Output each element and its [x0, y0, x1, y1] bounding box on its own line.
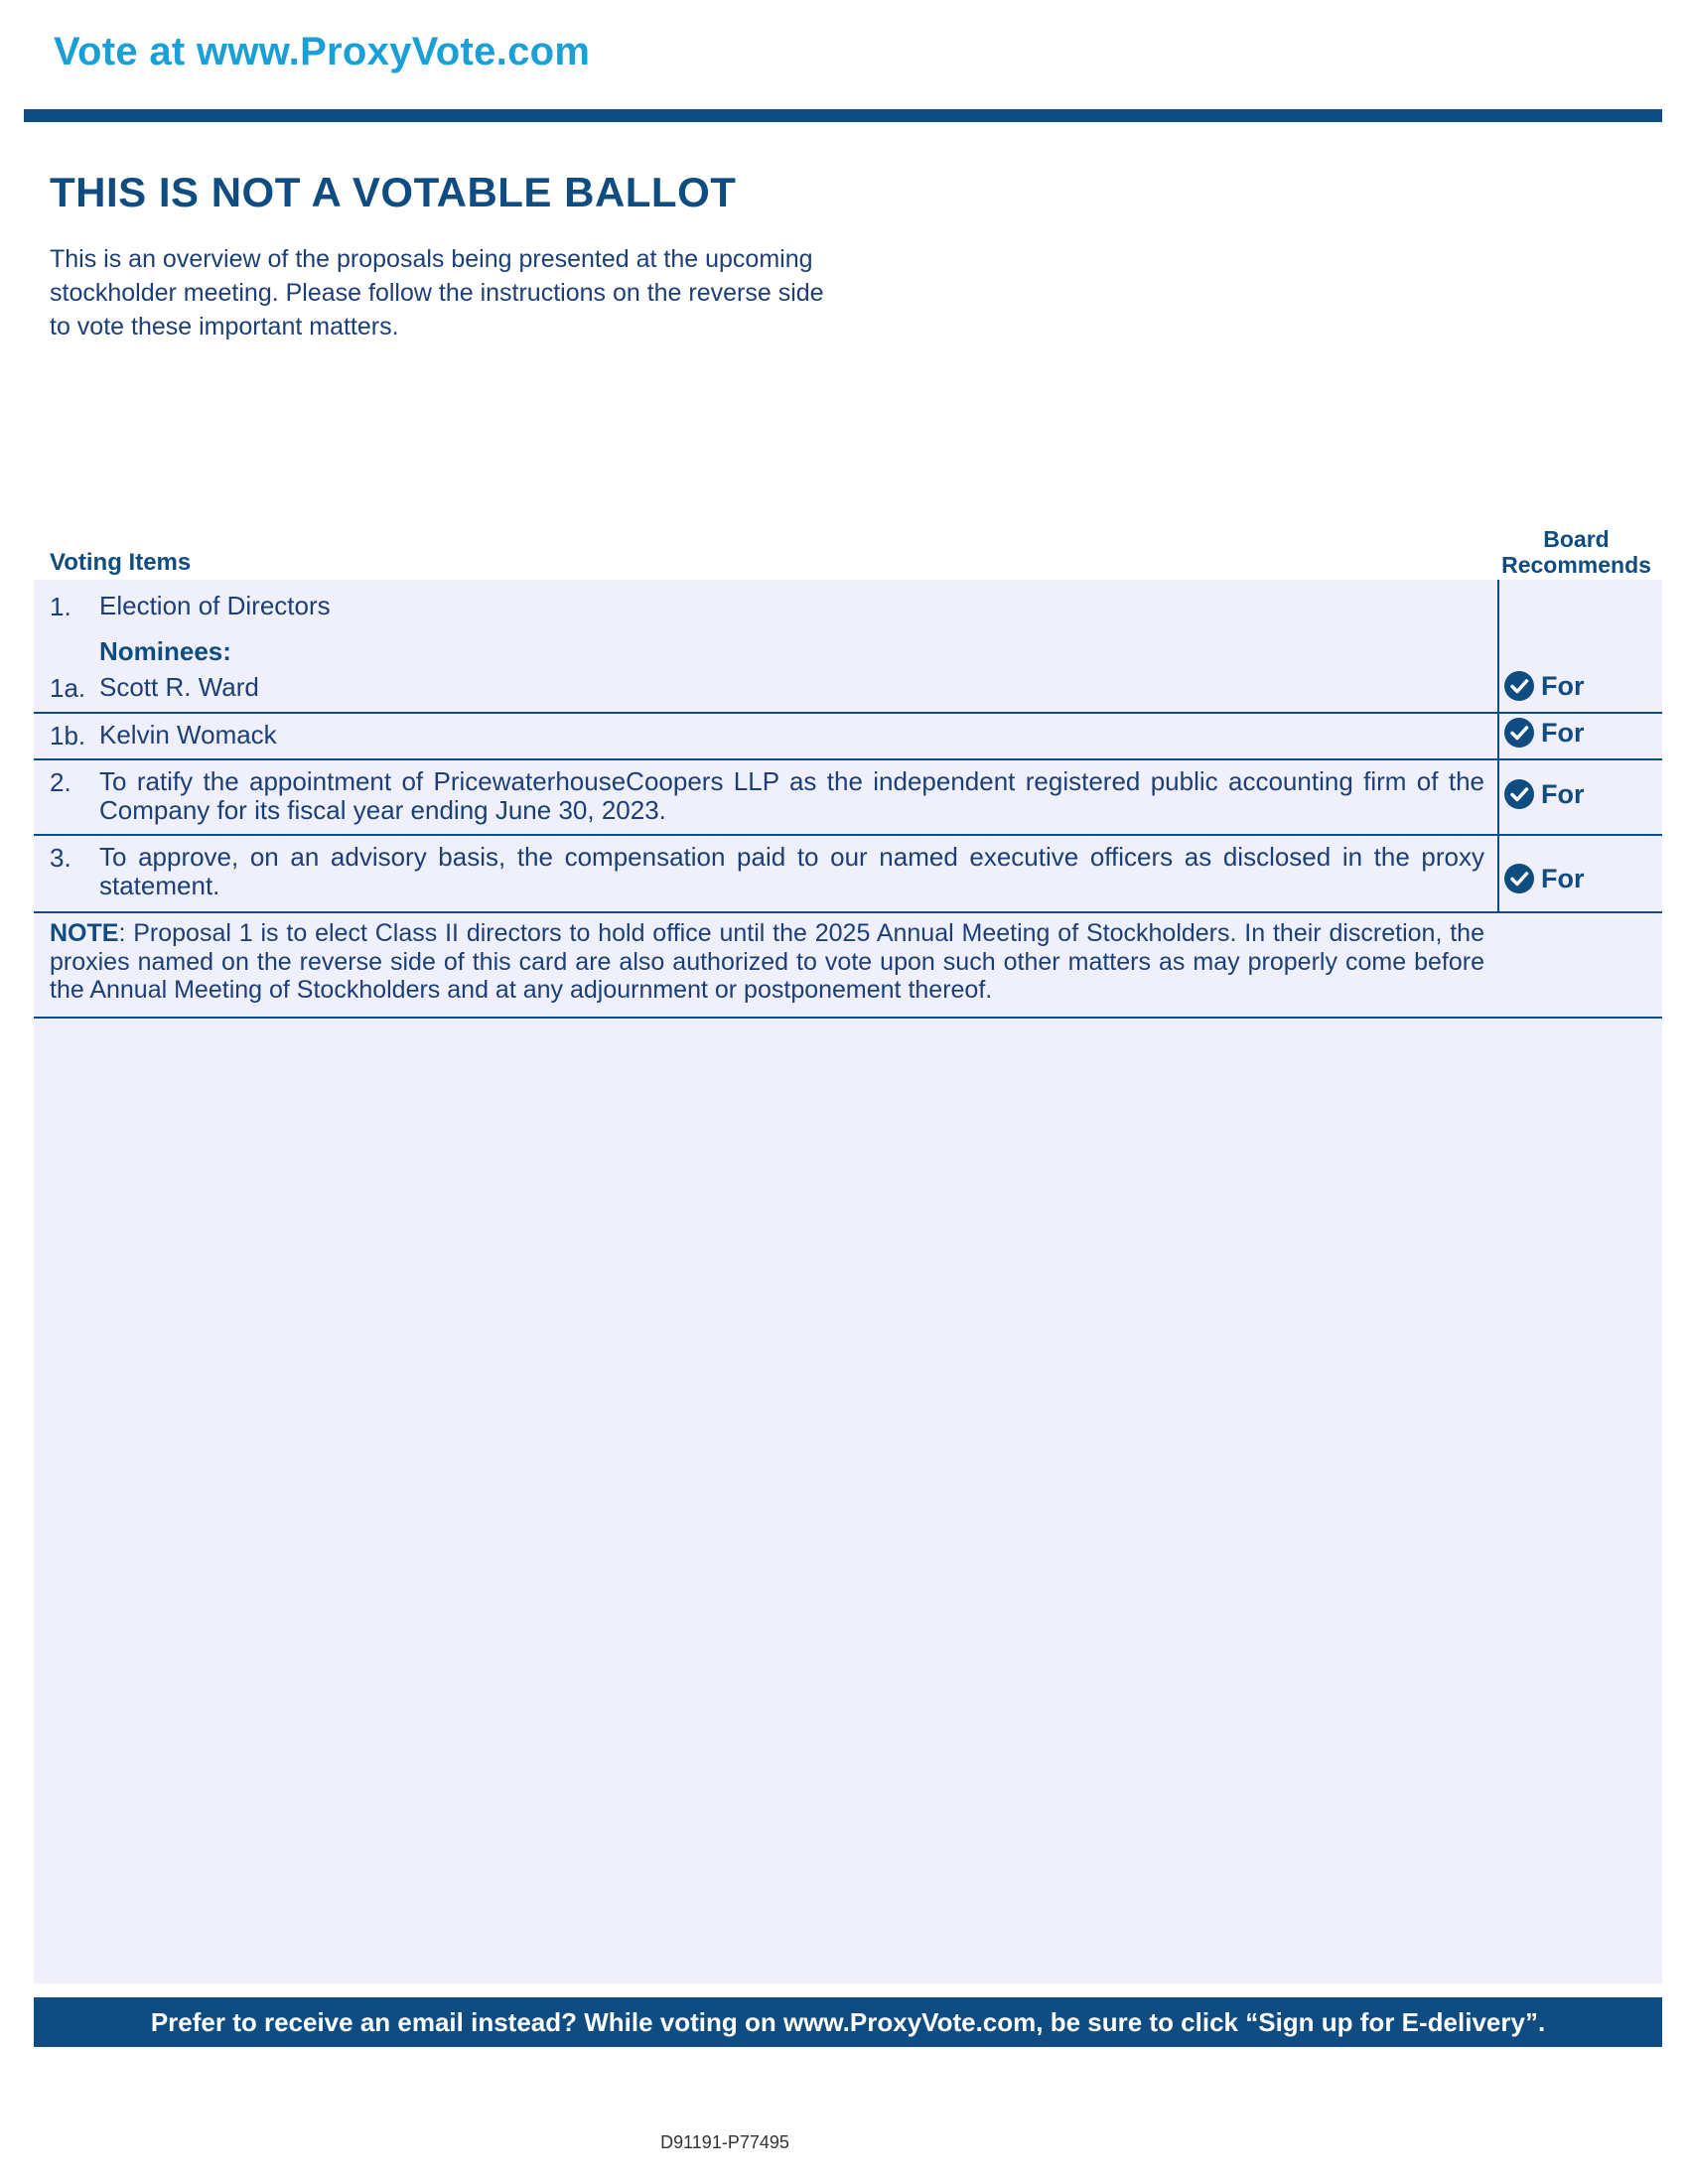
vote-url-header[interactable]: Vote at www.ProxyVote.com	[54, 30, 591, 73]
item-number: 2.	[50, 767, 71, 797]
item-number: 1b.	[50, 721, 86, 751]
check-circle-icon	[1503, 717, 1535, 749]
note-paragraph	[50, 919, 1484, 1005]
note-label: NOTE	[50, 919, 119, 947]
row-separator	[34, 834, 1662, 836]
check-circle-icon	[1503, 863, 1535, 894]
recommendation-label: For	[1541, 670, 1585, 701]
recommendation-label: For	[1541, 717, 1585, 748]
row-separator	[34, 911, 1662, 913]
nominee-name: Scott R. Ward	[99, 672, 259, 702]
nominees-label: Nominees:	[99, 636, 231, 666]
column-divider	[1497, 580, 1499, 913]
recommendation-label: For	[1541, 778, 1585, 809]
check-circle-icon	[1503, 778, 1535, 810]
item-text-election: Election of Directors	[99, 591, 331, 620]
document-code: D91191-P77495	[660, 2132, 789, 2152]
recommendation-1b	[1503, 717, 1585, 749]
row-separator	[34, 758, 1662, 760]
item-text-say-on-pay: To approve, on an advisory basis, the compensation paid to our named executive officers as disclosed in the proxy statement.	[99, 842, 1484, 900]
recommendation-1a	[1503, 670, 1585, 702]
check-circle-icon	[1503, 670, 1535, 702]
item-text-auditor: To ratify the appointment of PricewaterhouseCoopers LLP as the independent registered public accounting firm of the Company for its fiscal year ending June 30, 2023.	[99, 766, 1484, 825]
item-number: 3.	[50, 843, 71, 873]
note-separator	[34, 1017, 1662, 1019]
recommendation-2	[1503, 778, 1585, 810]
ballot-title: THIS IS NOT A VOTABLE BALLOT	[50, 169, 737, 215]
item-number: 1.	[50, 592, 71, 621]
note-text: : Proposal 1 is to elect Class II directors to hold office until the 2025 Annual Meeting of Stockholders. In their discretion, the proxies named on the reverse side of this card are also authorized to vote upon such other matters as may properly come before the Annual Meeting of Stockholders and at any adjournment or postponement thereof.	[50, 919, 1484, 1004]
nominee-name: Kelvin Womack	[99, 720, 277, 750]
voting-items-header: Voting Items	[50, 549, 192, 576]
intro-text: This is an overview of the proposals being presented at the upcoming stockholder meeting. Please follow the instructions on the reverse side to vote these important matters.	[50, 245, 824, 341]
header-rule	[24, 109, 1662, 122]
row-separator	[34, 712, 1662, 714]
board-recommends-header: Board Recommends	[1501, 526, 1651, 578]
recommendation-label: For	[1541, 863, 1585, 893]
recommendation-3	[1503, 863, 1585, 894]
item-number: 1a.	[50, 673, 86, 703]
e-delivery-banner[interactable]: Prefer to receive an email instead? While voting on www.ProxyVote.com, be sure to click “Sign up for E-delivery”.	[34, 1997, 1662, 2047]
